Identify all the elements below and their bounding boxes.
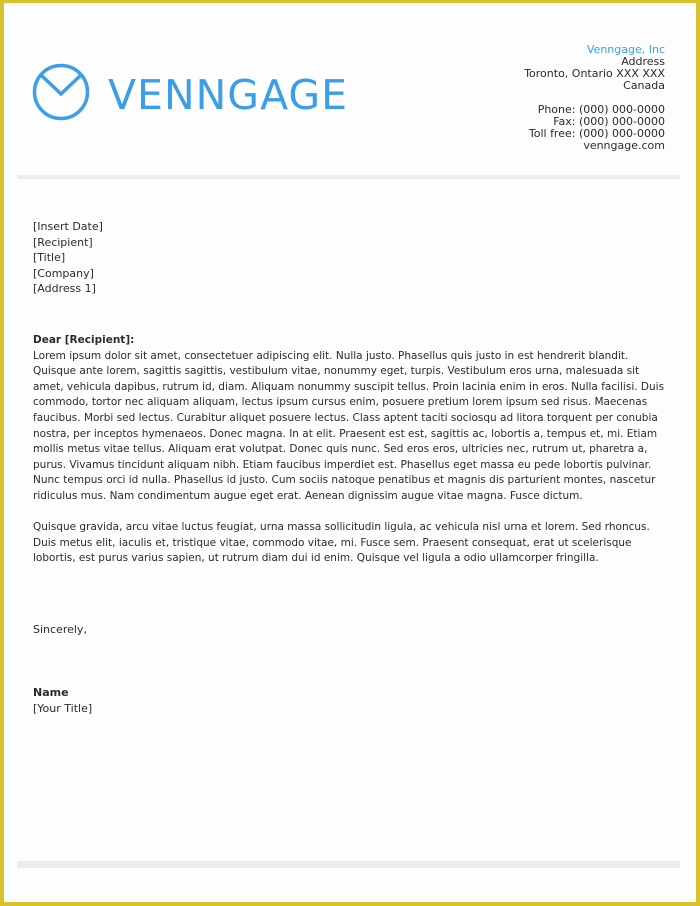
letter-body <box>33 333 669 567</box>
letter-date: [Insert Date] <box>33 220 103 233</box>
signer-title: [Your Title] <box>33 701 93 715</box>
body-paragraph-1: Lorem ipsum dolor sit amet, consectetuer adipiscing elit. Nulla justo. Phasellus quis justo in est hendrerit blandit. Quisque ante lorem, sagittis sagittis, vestibulum vitae, nonummy eget, turpis. Vestibulum eros urna, malesuada sit amet, vehicula dapibus, rutrum id, diam. Aliquam nonummy suscipit tellus. Proin lacinia enim in eros. Nulla facilisi. Duis commodo, tortor nec aliquam aliquam, lectus ipsum cursus enim, posuere pretium lorem ipsum sed risus. Maecenas faucibus. Morbi sed lectus. Curabitur aliquet posuere lectus. Class aptent taciti sociosqu ad litora torquent per conubia nostra, per inceptos hymenaeos. Donec magna. In at elit. Praesent est est, sagittis ac, lobortis a, tempus et, mi. Etiam mollis metus vitae tellus. Aliquam erat volutpat. Donec quis nunc. Sed eros eros, ultricies nec, rutrum ut, pharetra a, purus. Vivamus tincidunt aliquam nibh. Etiam faucibus imperdiet est. Phasellus eget massa eu pede lobortis pulvinar. Nunc tempus orci id nulla. Phasellus id justo. Cum sociis natoque penatibus et magnis dis parturient montes, nascetur ridiculus mus. Nam condimentum augue eget erat. Aenean dignissim augue vitae magna. Fusce dictum. <box>33 349 665 502</box>
signature-block <box>33 685 92 716</box>
sender-website: venngage.com <box>583 139 665 152</box>
sender-city: Toronto, Ontario XXX XXX <box>524 67 665 80</box>
sender-phone: Phone: (000) 000-0000 <box>537 103 665 116</box>
footer-divider <box>17 861 680 868</box>
letter-page <box>4 3 696 902</box>
recipient-title: [Title] <box>33 251 66 264</box>
sender-country: Canada <box>623 79 665 92</box>
sender-address: Address <box>621 55 665 68</box>
header-divider <box>17 175 680 179</box>
recipient-company: [Company] <box>33 266 94 280</box>
salutation: Dear [Recipient]: <box>33 334 135 346</box>
recipient-address: [Address 1] <box>33 282 96 295</box>
sender-contact-block <box>524 44 665 152</box>
sender-company: Venngage, Inc <box>586 43 665 56</box>
recipient-block <box>33 219 103 297</box>
signer-name: Name <box>33 686 69 699</box>
sender-toll-free: Toll free: (000) 000-0000 <box>528 127 665 140</box>
body-paragraph-2: Quisque gravida, arcu vitae luctus feugiat, urna massa sollicitudin ligula, ac vehicula nisl urna et lorem. Sed rhoncus. Duis metus elit, iaculis et, tristique vitae, commodo vitae, mi. Fusce sem. Praesent consequat, erat ut scelerisque lobortis, est purus varius sapien, ut rutrum diam dui id enim. Quisque vel ligula a odio ullamcorper fringilla. <box>33 521 650 565</box>
recipient-name: [Recipient] <box>33 235 93 249</box>
closing: Sincerely, <box>33 623 87 636</box>
sender-fax: Fax: (000) 000-0000 <box>553 115 665 128</box>
brand-name: VENNGAGE <box>108 71 349 119</box>
venngage-logo-icon <box>32 63 90 121</box>
